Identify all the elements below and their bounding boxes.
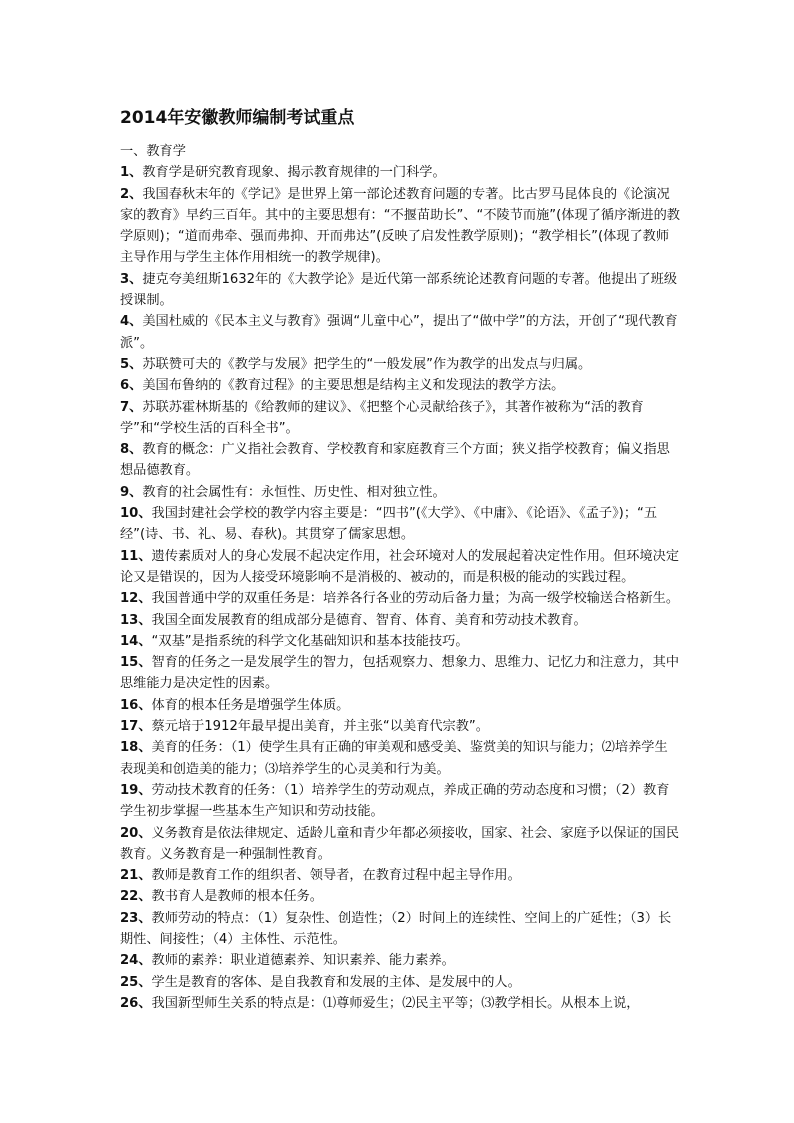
item-number: 7、	[120, 399, 143, 415]
item-text: 蔡元培于1912年最早提出美育，并主张“以美育代宗教”。	[151, 719, 489, 735]
item-text: 教师是教育工作的组织者、领导者，在教育过程中起主导作用。	[151, 868, 521, 884]
list-item	[120, 865, 680, 886]
item-number: 1、	[120, 165, 143, 181]
item-text: 义务教育是依法律规定、适龄儿童和青少年都必须接收，国家、社会、家庭予以保证的国民教育。义务教育是一种强制性教育。	[120, 825, 680, 862]
item-text: 教育的社会属性有：永恒性、历史性、相对独立性。	[142, 484, 446, 500]
item-text: 智育的任务之一是发展学生的智力，包括观察力、想象力、思维力、记忆力和注意力，其中思维能力是决定性的因素。	[120, 655, 680, 692]
list-item	[120, 993, 680, 1014]
list-item	[120, 695, 680, 716]
list-item	[120, 716, 680, 737]
item-number: 4、	[120, 314, 143, 330]
item-text: “双基”是指系统的科学文化基础知识和基本技能技巧。	[151, 633, 469, 649]
list-item	[120, 631, 680, 652]
item-text: 我国全面发展教育的组成部分是德育、智育、体育、美育和劳动技术教育。	[151, 612, 587, 628]
item-text: 苏联苏霍林斯基的《给教师的建议》、《把整个心灵献给孩子》，其著作被称为“活的教育学”和“学校生活的百科全书”。	[120, 399, 644, 436]
list-item	[120, 375, 680, 396]
item-number: 6、	[120, 378, 143, 394]
item-number: 3、	[120, 271, 143, 287]
item-number: 20、	[120, 825, 152, 841]
item-text: 我国封建社会学校的教学内容主要是：“四书”(《大学》、《中庸》、《论语》、《孟子》)；“五经”(诗、书、礼、易、春秋)。其贯穿了儒家思想。	[120, 506, 658, 543]
item-number: 2、	[120, 186, 143, 202]
item-text: 劳动技术教育的任务：（1）培养学生的劳动观点，养成正确的劳动态度和习惯；（2）教育学生初步掌握一些基本生产知识和劳动技能。	[120, 782, 670, 820]
item-text: 体育的根本任务是增强学生体质。	[151, 697, 350, 713]
item-text: 学生是教育的客体、是自我教育和发展的主体、是发展中的人。	[151, 974, 521, 990]
item-number: 18、	[120, 740, 152, 756]
list-item	[120, 588, 680, 609]
list-item	[120, 972, 680, 993]
item-number: 22、	[120, 889, 152, 905]
list-item	[120, 610, 680, 631]
item-number: 24、	[120, 953, 152, 969]
item-number: 26、	[120, 995, 152, 1011]
item-text: 苏联赞可夫的《教学与发展》把学生的“一般发展”作为教学的出发点与归属。	[142, 356, 592, 372]
list-item	[120, 652, 680, 695]
document-body	[120, 141, 680, 1014]
list-item	[120, 269, 680, 312]
item-text: 我国新型师生关系的特点是：⑴尊师爱生；⑵民主平等；⑶教学相长。从根本上说，	[151, 995, 640, 1011]
item-text: 美育的任务：（1）使学生具有正确的审美观和感受美、鉴赏美的知识与能力；⑵培养学生表现美和创造美的能力；⑶培养学生的心灵美和行为美。	[120, 740, 668, 777]
item-text: 捷克夸美纽斯1632年的《大教学论》是近代第一部系统论述教育问题的专著。他提出了班级授课制。	[120, 271, 678, 309]
list-item	[120, 823, 680, 866]
item-text: 我国普通中学的双重任务是：培养各行各业的劳动后备力量；为高一级学校输送合格新生。	[151, 591, 680, 607]
item-number: 21、	[120, 868, 152, 884]
item-text: 教育学是研究教育现象、揭示教育规律的一门科学。	[142, 165, 446, 181]
section-heading: 一、教育学	[120, 144, 186, 159]
document-title: 2014年安徽教师编制考试重点	[120, 108, 355, 128]
item-number: 9、	[120, 484, 143, 500]
item-text: 教书育人是教师的根本任务。	[151, 889, 323, 905]
item-text: 美国布鲁纳的《教育过程》的主要思想是结构主义和发现法的教学方法。	[142, 378, 565, 394]
item-text: 教师的素养：职业道德素养、知识素养、能力素养。	[151, 953, 455, 969]
list-item	[120, 950, 680, 971]
list-item	[120, 354, 680, 375]
item-text: 美国杜威的《民本主义与教育》强调“儿童中心”，提出了“做中学”的方法，开创了“现代教育派”。	[120, 314, 678, 351]
list-item	[120, 737, 680, 780]
item-number: 8、	[120, 442, 143, 458]
item-number: 23、	[120, 910, 152, 926]
item-number: 11、	[120, 548, 152, 564]
item-number: 17、	[120, 719, 152, 735]
item-number: 12、	[120, 591, 152, 607]
list-item	[120, 482, 680, 503]
item-number: 5、	[120, 356, 143, 372]
list-item	[120, 311, 680, 354]
list-item	[120, 908, 680, 951]
list-item	[120, 503, 680, 546]
item-number: 19、	[120, 782, 152, 798]
list-item	[120, 546, 680, 589]
item-number: 14、	[120, 633, 152, 649]
item-text: 教育的概念：广义指社会教育、学校教育和家庭教育三个方面；狭义指学校教育；偏义指思想品德教育。	[120, 442, 670, 479]
item-number: 15、	[120, 655, 152, 671]
item-number: 16、	[120, 697, 152, 713]
item-number: 10、	[120, 506, 152, 522]
list-item	[120, 780, 680, 823]
item-number: 13、	[120, 612, 152, 628]
list-item	[120, 162, 680, 183]
list-item	[120, 439, 680, 482]
item-text: 教师劳动的特点：（1）复杂性、创造性；（2）时间上的连续性、空间上的广延性；（3）长期性、间接性；（4）主体性、示范性。	[120, 910, 672, 947]
list-item	[120, 184, 680, 269]
list-item	[120, 886, 680, 907]
list-item	[120, 397, 680, 440]
item-text: 我国春秋末年的《学记》是世界上第一部论述教育问题的专著。比古罗马昆体良的《论演况家的教育》早约三百年。其中的主要思想有：“不揠苗助长”、“不陵节而施”(体现了循序渐进的教学原则)；“道而弗牵、强而弗抑、开而弗达”(反映了启发性教学原则)；“教学相长”(体现了教师主导作用与学生主体作用相统一的教学规律)。	[120, 186, 680, 266]
item-number: 25、	[120, 974, 152, 990]
item-text: 遗传素质对人的身心发展不起决定作用，社会环境对人的发展起着决定性作用。但环境决定论又是错误的，因为人接受环境影响不是消极的、被动的，而是积极的能动的实践过程。	[120, 548, 680, 585]
